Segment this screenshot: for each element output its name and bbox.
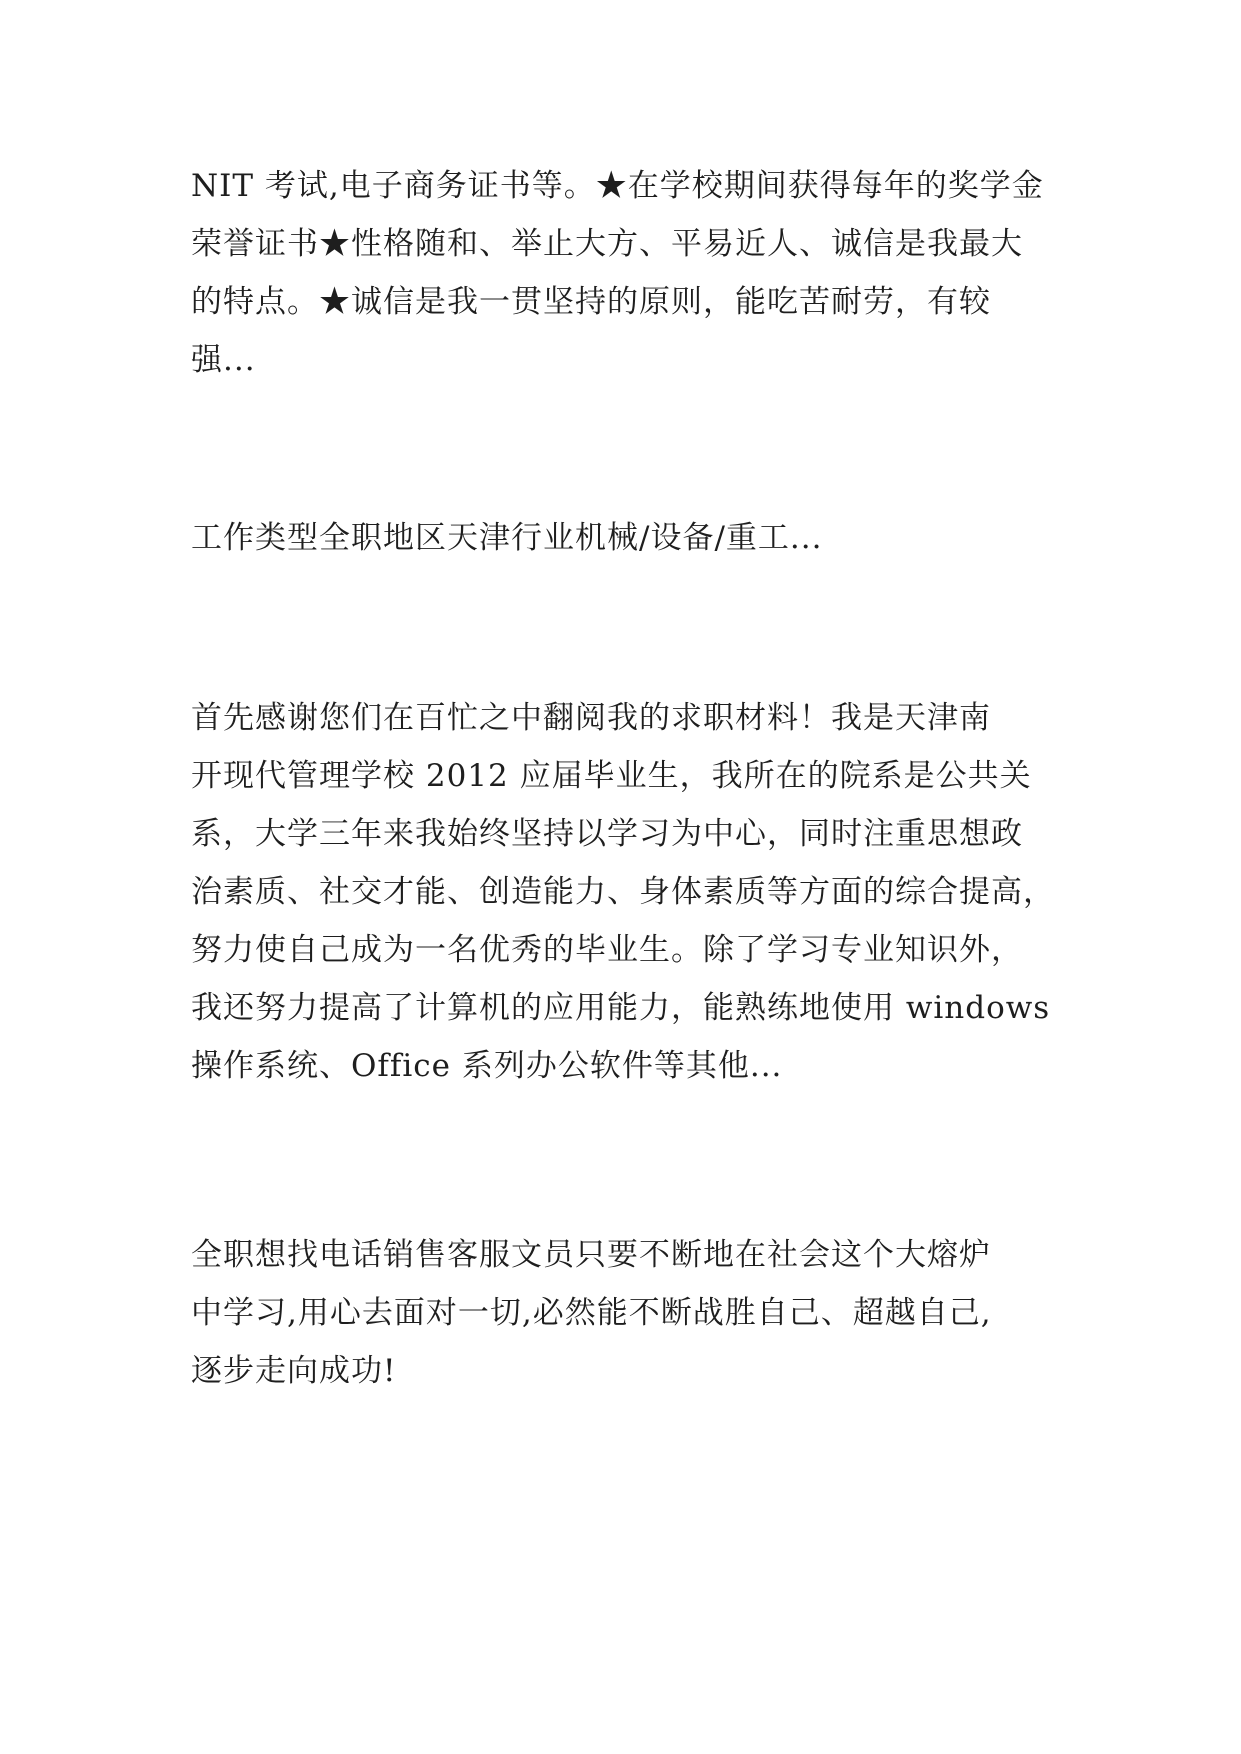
paragraph-line: 开现代管理学校 2012 应届毕业生，我所在的院系是公共关 [191,758,1032,794]
paragraph-job-goal [191,1226,1071,1400]
paragraph-line: 治素质、社交才能、创造能力、身体素质等方面的综合提高， [191,874,1055,910]
paragraph-line: 荣誉证书★性格随和、举止大方、平易近人、诚信是我最大 [191,226,1023,262]
paragraph-line: NIT 考试,电子商务证书等。★在学校期间获得每年的奖学金 [191,168,1044,204]
paragraph-line: 操作系统、Office 系列办公软件等其他... [191,1048,783,1084]
paragraph-job-type [191,509,1071,567]
paragraph-line: 首先感谢您们在百忙之中翻阅我的求职材料！我是天津南 [191,700,991,736]
paragraph-line: 中学习,用心去面对一切,必然能不断战胜自己、超越自己, [191,1295,992,1331]
paragraph-line: 的特点。★诚信是我一贯坚持的原则，能吃苦耐劳，有较 [191,284,991,320]
paragraph-line: 系，大学三年来我始终坚持以学习为中心，同时注重思想政 [191,816,1023,852]
paragraph-line: 工作类型全职地区天津行业机械/设备/重工... [191,520,823,556]
paragraph-line: 逐步走向成功! [191,1353,397,1389]
paragraph-line: 努力使自己成为一名优秀的毕业生。除了学习专业知识外， [191,932,1023,968]
paragraph-line: 我还努力提高了计算机的应用能力，能熟练地使用 windows [191,990,1051,1026]
paragraph-line: 全职想找电话销售客服文员只要不断地在社会这个大熔炉 [191,1237,991,1273]
paragraph-honors [191,157,1071,389]
paragraph-self-introduction [191,689,1071,1095]
paragraph-line: 强... [191,342,256,378]
